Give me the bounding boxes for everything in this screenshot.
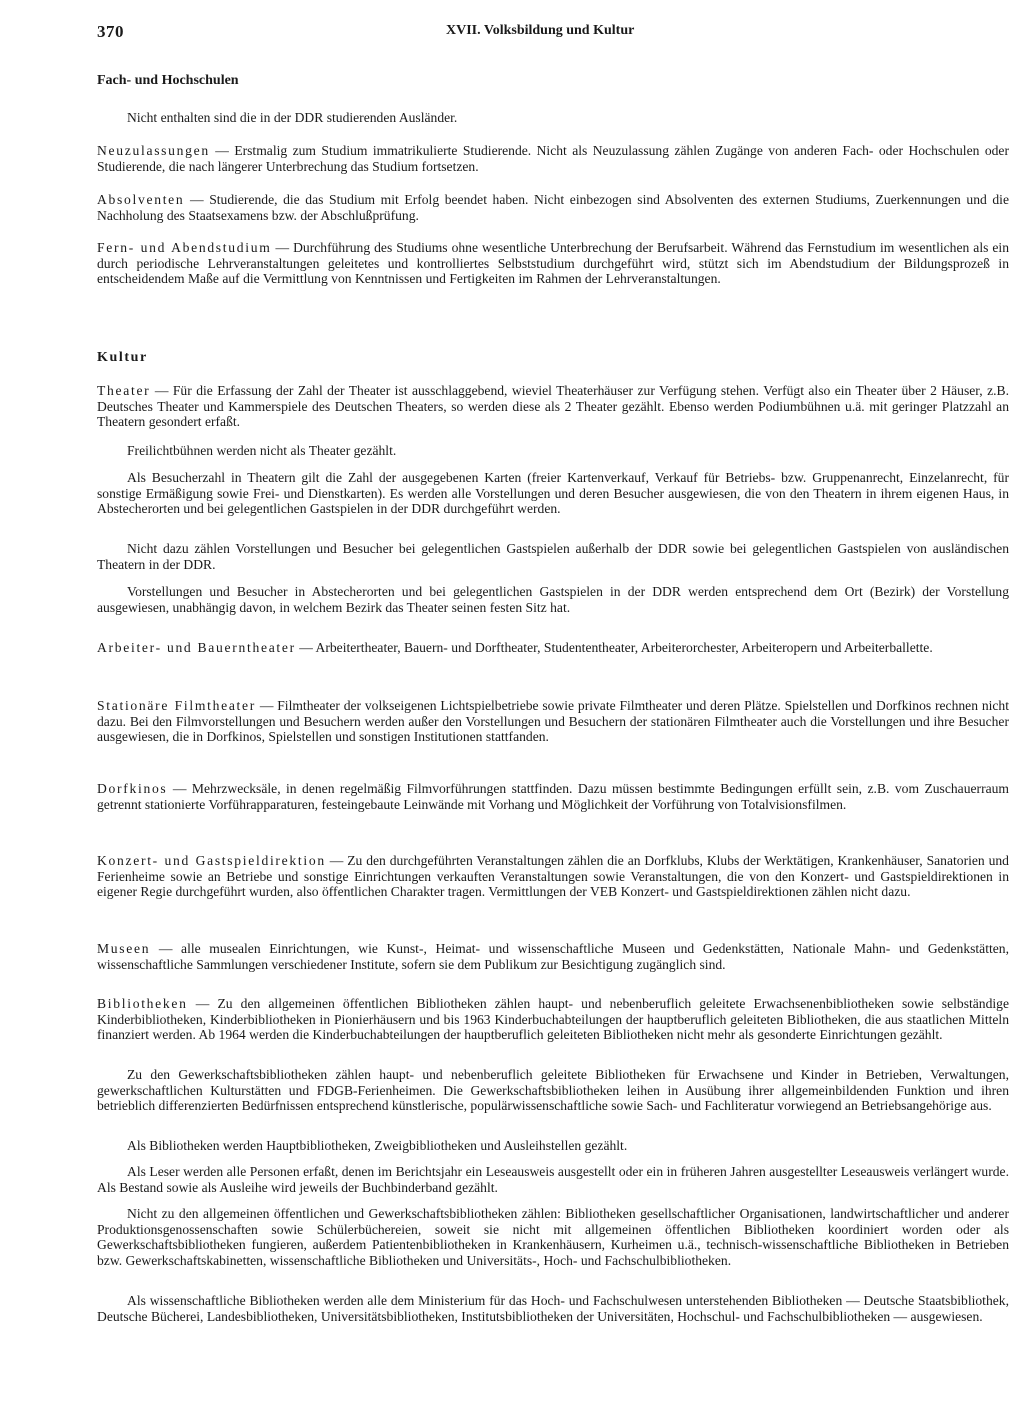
definition-theater [97, 383, 1009, 430]
paragraph-fach-intro: Nicht enthalten sind die in der DDR studierenden Ausländer. [127, 110, 458, 125]
term-neuzulassungen: Neuzulassungen [97, 143, 210, 158]
definition-text-konzert-gastspieldirektion: — Zu den durchgeführten Veranstaltungen zählen die an Dorfklubs, Klubs der Werktätigen, Krankenhäuser, Sanatorien und Ferienheime sowie an Betriebe und sonstige Einrichtungen verkauften Veranstaltungen sowie Veranstaltungen, die von den Konzert- und Gastspieldirektionen in eigener Regie durchgeführt wurden, also öffentlichen Charakter tragen. Vermittlungen der VEB Konzert- und Gastspieldirektionen zählen nicht dazu. [97, 853, 1009, 900]
term-fern-abendstudium: Fern- und Abendstudium [97, 240, 272, 255]
definition-absolventen [97, 192, 1009, 223]
definition-stationaere-filmtheater [97, 698, 1009, 745]
paragraph-abstecherorte: Vorstellungen und Besucher in Abstecherorten und bei gelegentlichen Gastspielen in der DDR werden entsprechend dem Ort (Bezirk) der Vorstellung ausgewiesen, unabhängig davon, in welchem Bezirk das Theater seinen festen Sitz hat. [97, 584, 1009, 615]
definition-text-dorfkinos: — Mehrzwecksäle, in denen regelmäßig Filmvorführungen stattfinden. Dazu müssen bestimmte Bedingungen erfüllt sein, z.B. vom Zuschauerraum getrennt stationierte Vorführapparaturen, festeingebaute Leinwände mit Vorhang und Möglichkeit der Vorführung von Totalvisionsfilmen. [97, 781, 1009, 812]
definition-text-bibliotheken: — Zu den allgemeinen öffentlichen Bibliotheken zählen haupt- und nebenberuflich geleitete Erwachsenenbibliotheken sowie selbständige Kinderbibliotheken, Kinderbibliotheken in Pionierhäusern und bis 1963 Kinderbuchabteilungen der hauptberuflich geleiteten Bibliotheken, die aus staatlichen Mitteln finanziert werden. Ab 1964 werden die Kinderbuchabteilungen der hauptberuflich geleiteten Bibliotheken nicht mehr als gesonderte Einrichtungen gezählt. [97, 996, 1009, 1043]
definition-arbeiter-bauerntheater [97, 640, 1009, 656]
term-bibliotheken: Bibliotheken [97, 996, 188, 1011]
term-museen: Museen [97, 941, 151, 956]
paragraph-wissenschaftliche-bibliotheken: Als wissenschaftliche Bibliotheken werden alle dem Ministerium für das Hoch- und Fachschulwesen unterstehenden Bibliotheken — Deutsche Staatsbibliothek, Deutsche Bücherei, Landesbibliotheken, Universitätsbibliotheken, Institutsbibliotheken der Universitäten, Hochschul- und Fachschulbibliotheken — ausgewiesen. [97, 1293, 1009, 1324]
heading-kultur: Kultur [97, 350, 148, 365]
paragraph-leser-bestand: Als Leser werden alle Personen erfaßt, denen im Berichtsjahr ein Leseausweis ausgestellt oder ein in früheren Jahren ausgestellter Leseausweis verlängert wurde. Als Bestand sowie als Ausleihe wird jeweils der Buchbinderband gezählt. [97, 1164, 1009, 1195]
paragraph-nicht-einbezogen: Nicht zu den allgemeinen öffentlichen und Gewerkschaftsbibliotheken zählen: Bibliotheken gesellschaftlicher Organisationen, landwirtschaftlicher und anderer Produktionsgenossenschaften sowie Schülerbüchereien, soweit sie nicht mit allgemeinen öffentlichen Bibliotheken koordiniert worden oder als Gewerkschaftsbibliotheken fungieren, außerdem Patientenbibliotheken in Krankenhäusern, Kurheimen u.ä., technisch-wissenschaftliche Bibliotheken in Betrieben bzw. Gewerkschaftskabinetten, wissenschaftliche Bibliotheken und Universitäts-, Hoch- und Fachschulbibliotheken. [97, 1206, 1009, 1268]
paragraph-gastspiele-ausland: Nicht dazu zählen Vorstellungen und Besucher bei gelegentlichen Gastspielen außerhalb der DDR sowie bei gelegentlichen Gastspielen von ausländischen Theatern in der DDR. [97, 541, 1009, 572]
definition-fern-abendstudium [97, 240, 1009, 287]
definition-museen [97, 941, 1009, 972]
running-head [97, 22, 1009, 44]
term-stationaere-filmtheater: Stationäre Filmtheater [97, 698, 256, 713]
definition-konzert-gastspieldirektion [97, 853, 1009, 900]
page-number: 370 [97, 22, 124, 41]
paragraph-bibliotheken-zaehlung: Als Bibliotheken werden Hauptbibliotheken, Zweigbibliotheken und Ausleihstellen gezählt. [127, 1138, 628, 1153]
definition-text-neuzulassungen: — Erstmalig zum Studium immatrikulierte Studierende. Nicht als Neuzulassung zählen Zugänge von anderen Fach- oder Hochschulen oder Studierende, die nach längerer Unterbrechung das Studium fortsetzen. [97, 143, 1009, 174]
running-title: XVII. Volksbildung und Kultur [446, 23, 635, 38]
paragraph-freilichtbuehnen: Freilichtbühnen werden nicht als Theater gezählt. [127, 443, 397, 458]
definition-text-stationaere-filmtheater: — Filmtheater der volkseigenen Lichtspielbetriebe sowie private Filmtheater und deren Plätze. Spielstellen und Dorfkinos rechnen nicht dazu. Bei den Filmvorstellungen und Besuchern werden außer den Vorstellungen und Besuchern der stationären Filmtheater auch die Vorstellungen und ihre Besucher ausgewiesen, die in Dorfkinos, Spielstellen und sonstigen Institutionen stattfanden. [97, 698, 1009, 745]
definition-text-theater: — Für die Erfassung der Zahl der Theater ist ausschlaggebend, wieviel Theaterhäuser zur Verfügung stehen. Verfügt also ein Theater über 2 Häuser, z.B. Deutsches Theater und Kammerspiele des Deutschen Theaters, so werden diese als 2 Theater gezählt. Ebenso werden Podiumbühnen u.ä. mit geringer Platzzahl an Theatern gesondert erfaßt. [97, 383, 1009, 430]
paragraph-besucherzahl: Als Besucherzahl in Theatern gilt die Zahl der ausgegebenen Karten (freier Kartenverkauf, Verkauf für Betriebs- bzw. Gruppenanrecht, Einzelanrecht, für sonstige Ermäßigung sowie Frei- und Dienstkarten). Es werden alle Vorstellungen und deren Besucher ausgewiesen, die von den Theatern in ihrem eigenen Haus, in Abstecherorten und bei gelegentlichen Gastspielen in der DDR durchgeführt werden. [97, 470, 1009, 517]
definition-bibliotheken [97, 996, 1009, 1043]
heading-fach-hochschulen: Fach- und Hochschulen [97, 73, 239, 88]
definition-text-arbeiter-bauerntheater: — Arbeitertheater, Bauern- und Dorftheater, Studententheater, Arbeiterorchester, Arbeiteropern und Arbeiterballette. [295, 640, 933, 655]
definition-text-fern-abendstudium: — Durchführung des Studiums ohne wesentliche Unterbrechung der Berufsarbeit. Während das Fernstudium im wesentlichen als ein durch periodische Lehrveranstaltungen geleitetes und kontrolliertes Selbststudium durchgeführt wird, stützt sich im Abendstudium der Bildungsprozeß in entscheidendem Maße auf die Vermittlung von Kenntnissen und Fertigkeiten im Rahmen der Lehrveranstaltungen. [97, 240, 1009, 287]
term-absolventen: Absolventen [97, 192, 185, 207]
term-theater: Theater [97, 383, 151, 398]
definition-dorfkinos [97, 781, 1009, 812]
definition-text-absolventen: — Studierende, die das Studium mit Erfolg beendet haben. Nicht einbezogen sind Absolventen des externen Studiums, Zuerkennungen und die Nachholung des Staatsexamens bzw. der Abschlußprüfung. [97, 192, 1009, 223]
term-konzert-gastspieldirektion: Konzert- und Gastspieldirektion [97, 853, 326, 868]
paragraph-gewerkschaftsbibliotheken: Zu den Gewerkschaftsbibliotheken zählen haupt- und nebenberuflich geleitete Bibliotheken für Erwachsene und Kinder in Betrieben, Verwaltungen, gewerkschaftlichen Kulturstätten und FDGB-Ferienheimen. Die Gewerkschaftsbibliotheken leihen in Ausübung ihrer allgemeinbildenden Funktion und ihren betrieblich differenzierten Bedürfnissen entsprechend künstlerische, populärwissenschaftliche sowie Sach- und Fachliteratur vorwiegend an Betriebsangehörige aus. [97, 1067, 1009, 1114]
term-arbeiter-bauerntheater: Arbeiter- und Bauerntheater [97, 640, 296, 655]
definition-text-museen: — alle musealen Einrichtungen, wie Kunst-, Heimat- und wissenschaftliche Museen und Gedenkstätten, Nationale Mahn- und Gedenkstätten, wissenschaftliche Sammlungen verschiedener Institute, sofern sie dem Publikum zur Besichtigung zugänglich sind. [97, 941, 1009, 972]
definition-neuzulassungen [97, 143, 1009, 174]
term-dorfkinos: Dorfkinos [97, 781, 168, 796]
